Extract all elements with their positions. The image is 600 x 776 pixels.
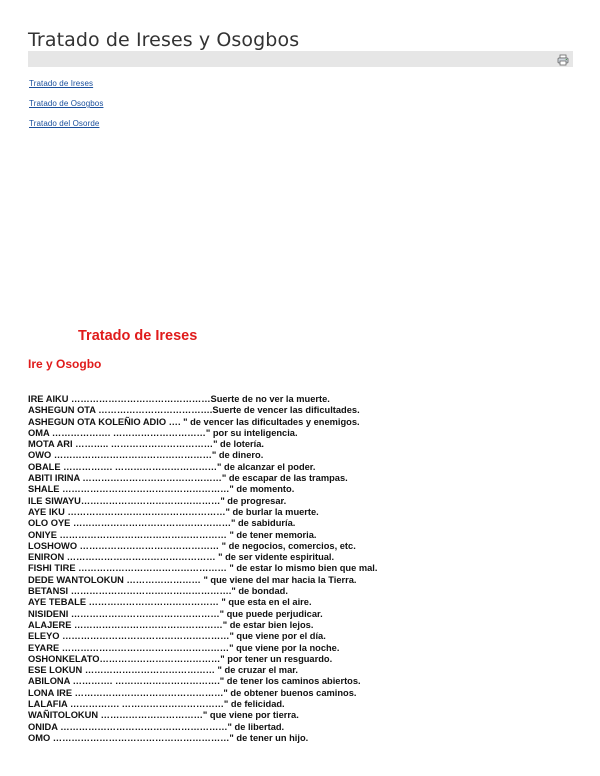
entry-row: OSHONKELATO…………………………………" por tener un resguardo.: [28, 653, 333, 664]
entry-row: ONIDA ………………………………………………" de libertad.: [28, 721, 285, 732]
entry-row: LALAFIA ……………. ……………………………" de felicidad.: [28, 699, 285, 710]
entry-row: MOTA ARI ……….. ……………………………" de lotería.: [28, 439, 264, 450]
entries-list: [28, 394, 377, 744]
sub-heading: Ire y Osogbo: [28, 357, 102, 371]
entry-row: OMO …………………………………………………" de tener un hijo.: [28, 732, 309, 743]
entry-row: LONA IRE …………………………………………" de obtener buenos caminos.: [28, 687, 357, 698]
entry-row: EYARE ………………………………………………" que viene por la noche.: [28, 642, 340, 653]
toolbar: [28, 51, 573, 67]
entry-row: LOSHOWO ……………………………………… " de negocios, comercios, etc.: [28, 540, 356, 551]
entry-row: OBALE ……………. ……………………………" de alcanzar el poder.: [28, 461, 316, 472]
entry-row: AYE TEBALE …………………………………… " que esta en el aire.: [28, 597, 312, 608]
entry-row: ELEYO ………………………………………………" que viene por el día.: [28, 631, 326, 642]
entry-row: AYE IKU ……………………………………………" de burlar la muerte.: [28, 506, 319, 517]
print-icon[interactable]: [557, 53, 569, 65]
entry-row: ESE LOKUN …………………………………… " de cruzar el mar.: [28, 665, 298, 676]
link-tratado-ireses[interactable]: Tratado de Ireses: [29, 79, 94, 88]
link-tratado-osorde[interactable]: Tratado del Osorde: [29, 119, 100, 128]
entry-row: ABILONA …………. ……………………………." de tener los caminos abiertos.: [28, 676, 361, 687]
entry-row: ENIRON ………………………………………… " de ser vidente espiritual.: [28, 552, 335, 563]
entry-row: NISIDENI …………………………………………" que puede perjudicar.: [28, 608, 323, 619]
entry-row: DEDE WANTOLOKUN …………………… " que viene del mar hacia la Tierra.: [28, 574, 357, 585]
entry-row: IRE AIKU ………………………………………Suerte de no ver la muerte.: [28, 394, 330, 404]
entry-row: ALAJERE …………………………………………" de estar bien lejos.: [28, 619, 314, 630]
entry-row: OWO ……………………………………………" de dinero.: [28, 450, 264, 461]
entry-row: ILE SIWAYU………………………………………" de progresar.: [28, 495, 287, 506]
entry-row: OMA ………………. …………………………" por su inteligencia.: [28, 427, 298, 438]
entry-row: ONIYE ……………………………………………… " de tener memoria.: [28, 529, 317, 540]
link-tratado-osogbos[interactable]: Tratado de Osogbos: [29, 99, 104, 108]
entry-row: OLO OYE ……………………………………………" de sabiduría.: [28, 518, 296, 529]
entry-row: SHALE ………………………………………………" de momento.: [28, 484, 295, 495]
entry-row: ASHEGUN OTA ……………………………….Suerte de vencer las dificultades.: [28, 405, 360, 416]
entry-row: ABITI IRINA ………………………………………" de escapar de las trampas.: [28, 473, 348, 484]
entry-row: ASHEGUN OTA KOLEÑIO ADIO …. " de vencer las dificultades y enemigos.: [28, 416, 360, 427]
entry-row: BETANSI ……………………………………………." de bondad.: [28, 586, 288, 597]
entry-row: WAÑITOLOKUN ……………………………" que viene por tierra.: [28, 710, 299, 721]
document-links: [29, 79, 103, 139]
main-heading: Tratado de Ireses: [78, 328, 198, 344]
entry-row: FISHI TIRE ………………………………………… " de estar lo mismo bien que mal.: [28, 563, 378, 574]
page-title: Tratado de Ireses y Osogbos: [28, 29, 300, 51]
